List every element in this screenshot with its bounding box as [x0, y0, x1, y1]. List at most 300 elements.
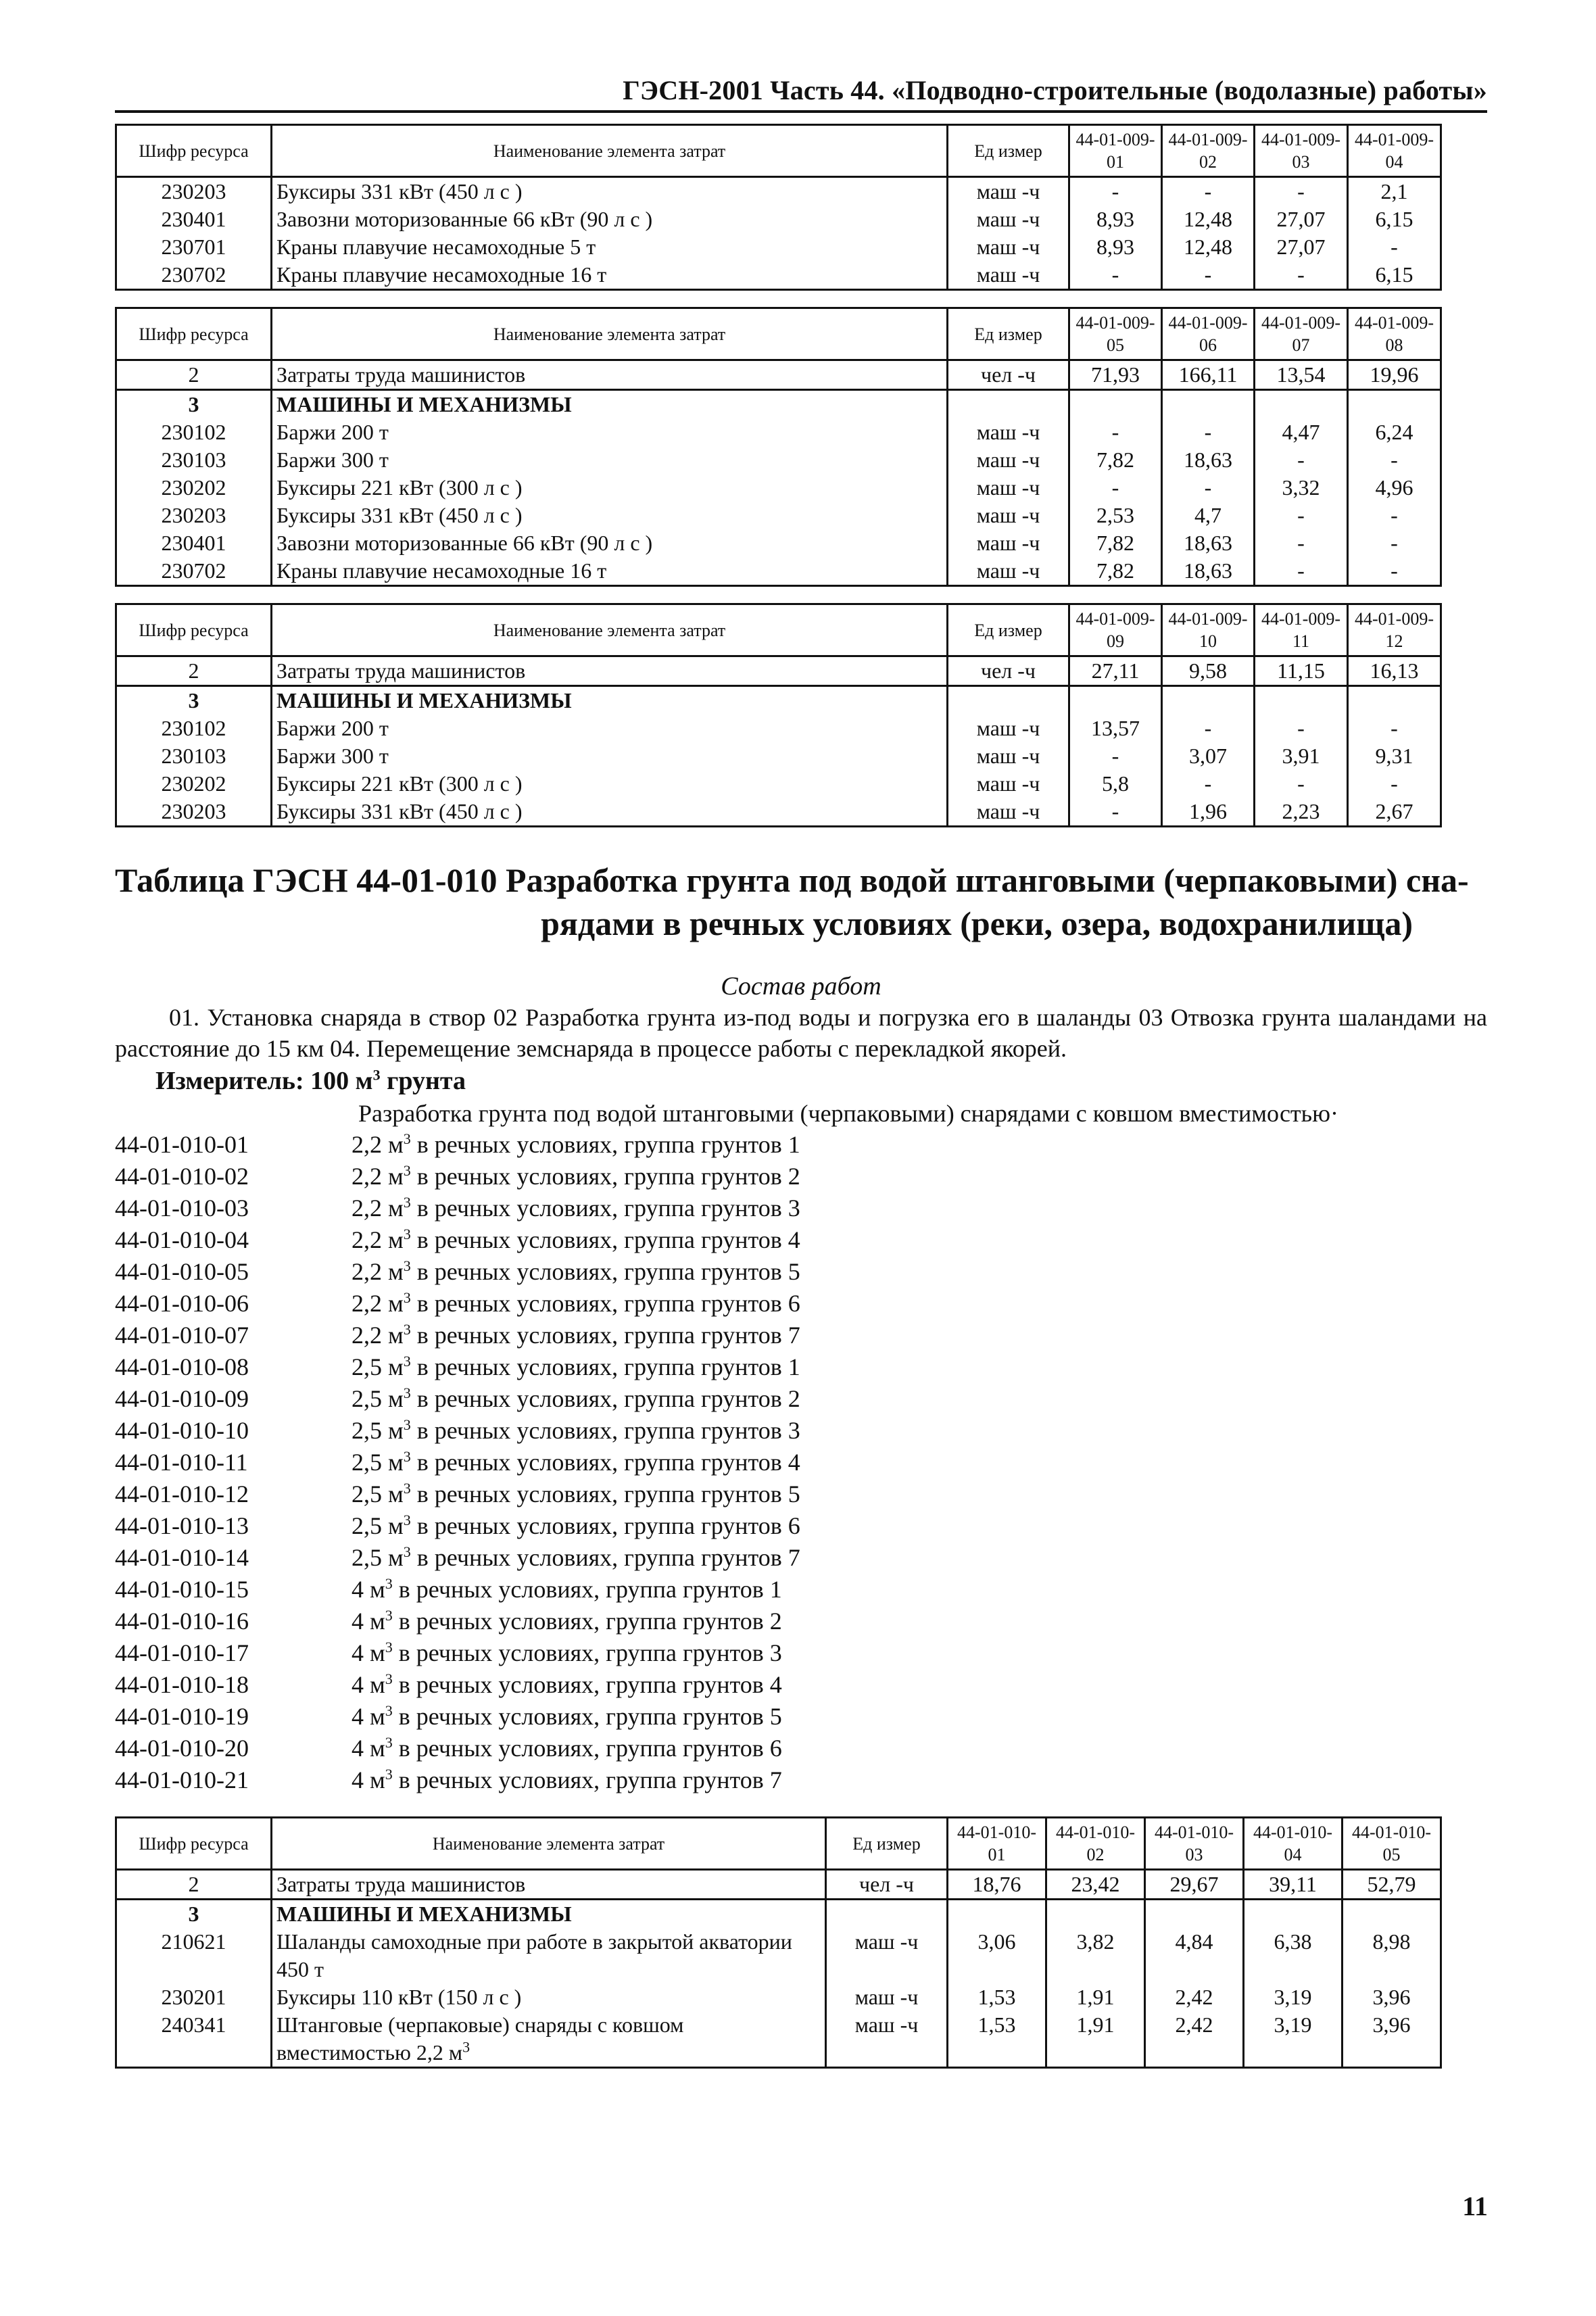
- norm-code: 44-01-010-21: [115, 1766, 249, 1793]
- resource-name: Штанговые (черпаковые) снаряды с ковшом вместимостью 2,2 $м^3$: [272, 2011, 826, 2068]
- resource-code: 3: [116, 1900, 272, 1929]
- table-row: [116, 446, 1441, 474]
- norm-value: 12,48: [1162, 206, 1255, 233]
- norm-value: -: [1162, 418, 1255, 446]
- norm-value: 13,54: [1255, 360, 1348, 390]
- norm-desc: в речных условиях, группа грунтов 6: [410, 1512, 800, 1539]
- resource-name: Буксиры 110 кВт (150 л с ): [272, 1983, 826, 2011]
- norm-value: 2,53: [1069, 502, 1162, 529]
- resource-name: Краны плавучие несамоходные 5 т: [272, 233, 948, 261]
- norm-size: 4 м: [352, 1671, 385, 1698]
- norm-value: -: [1162, 261, 1255, 290]
- table-row: [116, 798, 1441, 827]
- resource-unit: маш -ч: [948, 233, 1069, 261]
- norm-size-sup: 3: [403, 1512, 411, 1528]
- empty-cell: [948, 390, 1069, 419]
- norm-code: 44-01-010-20: [115, 1735, 249, 1762]
- norm-size: 2,2 м: [352, 1131, 404, 1158]
- norm-size-sup: 3: [385, 1670, 393, 1687]
- col-norm-header: 44-01-009-09: [1069, 604, 1162, 656]
- col-name-header: Наименование элемента затрат: [272, 308, 948, 360]
- norm-desc: в речных условиях, группа грунтов 4: [410, 1226, 800, 1253]
- resource-unit: маш -ч: [948, 715, 1069, 742]
- list-item: [115, 1129, 1487, 1161]
- resource-unit: чел -ч: [948, 360, 1069, 390]
- norm-code: 44-01-010-12: [115, 1480, 249, 1507]
- norm-size-sup: 3: [403, 1226, 411, 1243]
- resource-table-009-01-04: [115, 124, 1442, 291]
- norm-text: [352, 1510, 800, 1542]
- norm-value: 23,42: [1046, 1870, 1145, 1900]
- table-row: [116, 686, 1441, 715]
- list-item: [115, 1383, 1487, 1415]
- resource-table-009-09-12: [115, 603, 1442, 827]
- norm-value: 6,15: [1348, 261, 1441, 290]
- col-name-header: Наименование элемента затрат: [272, 604, 948, 656]
- table-row: [116, 742, 1441, 770]
- norm-code: 44-01-010-19: [115, 1703, 249, 1730]
- norm-value: -: [1255, 557, 1348, 586]
- norm-codes-list: [115, 1129, 1487, 1796]
- norm-value: 3,07: [1162, 742, 1255, 770]
- norm-text: [352, 1574, 782, 1606]
- norm-value: 2,23: [1255, 798, 1348, 827]
- norm-value: 1,91: [1046, 2011, 1145, 2068]
- norm-size: 2,5 м: [352, 1544, 404, 1571]
- col-norm-header: 44-01-009-04: [1348, 125, 1441, 177]
- norm-value: -: [1069, 261, 1162, 290]
- resource-name: Буксиры 331 кВт (450 л с ): [272, 502, 948, 529]
- table-row: [116, 418, 1441, 446]
- resource-table-010-01-05: [115, 1816, 1442, 2069]
- norm-value: 5,8: [1069, 770, 1162, 798]
- norm-value: 3,06: [948, 1928, 1046, 1983]
- resource-unit: маш -ч: [948, 770, 1069, 798]
- norm-code: 44-01-010-04: [115, 1226, 249, 1253]
- resource-table-009-05-08: [115, 307, 1442, 587]
- norm-size-sup: 3: [385, 1639, 393, 1656]
- norm-size-sup: 3: [403, 1162, 411, 1179]
- norm-value: -: [1162, 770, 1255, 798]
- norm-value: 8,93: [1069, 206, 1162, 233]
- norm-value: -: [1255, 502, 1348, 529]
- col-code-header: Шифр ресурса: [116, 1818, 272, 1870]
- list-item: [115, 1288, 1487, 1320]
- norm-desc: в речных условиях, группа грунтов 2: [392, 1608, 782, 1635]
- empty-cell: [1069, 390, 1162, 419]
- list-item: [115, 1701, 1487, 1733]
- list-item: [115, 1669, 1487, 1701]
- norm-size: 2,2 м: [352, 1322, 404, 1349]
- norm-value: 27,07: [1255, 206, 1348, 233]
- resource-name: Баржи 200 т: [272, 715, 948, 742]
- resource-code: 230203: [116, 177, 272, 206]
- resource-code: 210621: [116, 1928, 272, 1983]
- norm-value: 4,47: [1255, 418, 1348, 446]
- col-norm-header: 44-01-009-05: [1069, 308, 1162, 360]
- norm-size: 2,5 м: [352, 1353, 404, 1380]
- table-row: [116, 1928, 1441, 1983]
- resource-name: Баржи 200 т: [272, 418, 948, 446]
- measure-label: Измеритель:: [155, 1067, 304, 1095]
- norm-value: -: [1255, 770, 1348, 798]
- norm-code: 44-01-010-18: [115, 1671, 249, 1698]
- resource-unit: маш -ч: [948, 206, 1069, 233]
- norm-value: 3,19: [1244, 2011, 1343, 2068]
- resource-unit: чел -ч: [826, 1870, 948, 1900]
- table-row: [116, 502, 1441, 529]
- norm-value: -: [1255, 446, 1348, 474]
- norm-value: 27,11: [1069, 656, 1162, 686]
- list-item: [115, 1415, 1487, 1447]
- empty-cell: [948, 686, 1069, 715]
- resource-name: Затраты труда машинистов: [272, 1870, 826, 1900]
- norm-text: [352, 1447, 800, 1478]
- norm-code: 44-01-010-13: [115, 1512, 249, 1539]
- col-code-header: Шифр ресурса: [116, 604, 272, 656]
- section-title-line2: рядами в речных условиях (реки, озера, водохранилища): [541, 904, 1413, 942]
- norm-desc: в речных условиях, группа грунтов 5: [392, 1703, 782, 1730]
- resource-name: Завозни моторизованные 66 кВт (90 л с ): [272, 529, 948, 557]
- norm-size: 4 м: [352, 1639, 385, 1666]
- norm-text: [352, 1542, 800, 1574]
- list-item: [115, 1637, 1487, 1669]
- col-norm-header: 44-01-009-02: [1162, 125, 1255, 177]
- col-norm-header: 44-01-010-05: [1343, 1818, 1441, 1870]
- norm-value: 2,1: [1348, 177, 1441, 206]
- norm-size: 4 м: [352, 1735, 385, 1762]
- resource-unit: маш -ч: [948, 502, 1069, 529]
- resource-name: Буксиры 331 кВт (450 л с ): [272, 798, 948, 827]
- col-norm-header: 44-01-009-11: [1255, 604, 1348, 656]
- table-row: [116, 261, 1441, 290]
- norm-desc: в речных условиях, группа грунтов 2: [410, 1385, 800, 1412]
- norm-desc: в речных условиях, группа грунтов 4: [392, 1671, 782, 1698]
- norm-size-sup: 3: [385, 1575, 393, 1592]
- variants-heading: Разработка грунта под водой штанговыми (черпаковыми) снарядами с ковшом вместимостью·: [358, 1100, 1338, 1127]
- norm-desc: в речных условиях, группа грунтов 7: [410, 1544, 800, 1571]
- norm-value: 39,11: [1244, 1870, 1343, 1900]
- col-norm-header: 44-01-009-08: [1348, 308, 1441, 360]
- norm-size-sup: 3: [403, 1448, 411, 1465]
- norm-desc: в речных условиях, группа грунтов 6: [410, 1290, 800, 1317]
- norm-code: 44-01-010-05: [115, 1258, 249, 1285]
- resource-code: 230701: [116, 233, 272, 261]
- norm-value: -: [1348, 233, 1441, 261]
- list-item: [115, 1510, 1487, 1542]
- empty-cell: [1255, 390, 1348, 419]
- resource-name: Баржи 300 т: [272, 446, 948, 474]
- norm-value: 7,82: [1069, 446, 1162, 474]
- table-row: [116, 1983, 1441, 2011]
- norm-value: 18,63: [1162, 446, 1255, 474]
- resource-unit: маш -ч: [948, 798, 1069, 827]
- norm-size-sup: 3: [403, 1257, 411, 1274]
- resource-code: 2: [116, 1870, 272, 1900]
- norm-text: [352, 1701, 782, 1733]
- resource-name: Баржи 300 т: [272, 742, 948, 770]
- table-row: [116, 715, 1441, 742]
- resource-name: Краны плавучие несамоходные 16 т: [272, 557, 948, 586]
- resource-unit: маш -ч: [826, 2011, 948, 2068]
- norm-size-sup: 3: [385, 1734, 393, 1751]
- norm-value: 1,91: [1046, 1983, 1145, 2011]
- section-title: [115, 859, 1487, 945]
- norm-value: -: [1348, 446, 1441, 474]
- list-item: [115, 1733, 1487, 1764]
- norm-value: 16,13: [1348, 656, 1441, 686]
- norm-value: 6,15: [1348, 206, 1441, 233]
- table-row: [116, 474, 1441, 502]
- resource-unit: маш -ч: [826, 1983, 948, 2011]
- col-norm-header: 44-01-010-03: [1145, 1818, 1244, 1870]
- resource-code: 230401: [116, 206, 272, 233]
- table-row: [116, 1900, 1441, 1929]
- table-header-row: [116, 1818, 1441, 1870]
- norm-value: 13,57: [1069, 715, 1162, 742]
- empty-cell: [1069, 686, 1162, 715]
- table-row: [116, 770, 1441, 798]
- norm-code: 44-01-010-14: [115, 1544, 249, 1571]
- norm-code: 44-01-010-06: [115, 1290, 249, 1317]
- norm-text: [352, 1192, 800, 1224]
- norm-text: [352, 1351, 800, 1383]
- resource-code: 230102: [116, 418, 272, 446]
- resource-code: 230702: [116, 261, 272, 290]
- list-item: [115, 1574, 1487, 1606]
- norm-size: 2,5 м: [352, 1512, 404, 1539]
- norm-value: 1,96: [1162, 798, 1255, 827]
- col-norm-header: 44-01-009-10: [1162, 604, 1255, 656]
- norm-size-sup: 3: [403, 1384, 411, 1401]
- empty-cell: [1244, 1900, 1343, 1929]
- col-name-header: Наименование элемента затрат: [272, 1818, 826, 1870]
- list-item: [115, 1161, 1487, 1192]
- norm-size-sup: 3: [403, 1289, 411, 1306]
- norm-value: 166,11: [1162, 360, 1255, 390]
- norm-value: 8,93: [1069, 233, 1162, 261]
- resource-unit: маш -ч: [948, 418, 1069, 446]
- col-name-header: Наименование элемента затрат: [272, 125, 948, 177]
- empty-cell: [948, 1900, 1046, 1929]
- norm-size-sup: 3: [403, 1194, 411, 1211]
- norm-value: 4,7: [1162, 502, 1255, 529]
- norm-value: 9,31: [1348, 742, 1441, 770]
- col-unit-header: Ед измер: [826, 1818, 948, 1870]
- list-item: [115, 1764, 1487, 1796]
- resource-code: 240341: [116, 2011, 272, 2068]
- norm-size-sup: 3: [403, 1353, 411, 1370]
- norm-desc: в речных условиях, группа грунтов 3: [392, 1639, 782, 1666]
- empty-cell: [1343, 1900, 1441, 1929]
- norm-text: [352, 1383, 800, 1415]
- norm-value: 3,96: [1343, 1983, 1441, 2011]
- t1-body: [116, 177, 1441, 290]
- norm-value: -: [1069, 177, 1162, 206]
- norm-desc: в речных условиях, группа грунтов 5: [410, 1258, 800, 1285]
- norm-value: -: [1069, 798, 1162, 827]
- norm-value: 2,42: [1145, 2011, 1244, 2068]
- col-unit-header: Ед измер: [948, 125, 1069, 177]
- norm-text: [352, 1129, 800, 1161]
- norm-value: 3,32: [1255, 474, 1348, 502]
- norm-text: [352, 1288, 800, 1320]
- resource-code: 230103: [116, 742, 272, 770]
- norm-value: 18,76: [948, 1870, 1046, 1900]
- table-row: [116, 177, 1441, 206]
- norm-desc: в речных условиях, группа грунтов 7: [410, 1322, 800, 1349]
- list-item: [115, 1542, 1487, 1574]
- empty-cell: [1162, 390, 1255, 419]
- norm-value: -: [1255, 715, 1348, 742]
- norm-value: -: [1348, 770, 1441, 798]
- col-norm-header: 44-01-010-02: [1046, 1818, 1145, 1870]
- resource-name: Буксиры 221 кВт (300 л с ): [272, 474, 948, 502]
- norm-size-sup: 3: [403, 1416, 411, 1433]
- col-norm-header: 44-01-009-06: [1162, 308, 1255, 360]
- norm-size-sup: 3: [385, 1702, 393, 1719]
- col-code-header: Шифр ресурса: [116, 125, 272, 177]
- norm-text: [352, 1161, 800, 1192]
- norm-size: 2,2 м: [352, 1163, 404, 1190]
- norm-value: 19,96: [1348, 360, 1441, 390]
- norm-value: 52,79: [1343, 1870, 1441, 1900]
- t3-body: [116, 656, 1441, 827]
- norm-value: -: [1162, 474, 1255, 502]
- empty-cell: [1162, 686, 1255, 715]
- norm-code: 44-01-010-03: [115, 1195, 249, 1222]
- table-row: [116, 656, 1441, 686]
- norm-value: 2,67: [1348, 798, 1441, 827]
- norm-value: 1,53: [948, 1983, 1046, 2011]
- measure-unit: [155, 1064, 1487, 1098]
- resource-unit: маш -ч: [948, 177, 1069, 206]
- norm-code: 44-01-010-01: [115, 1131, 249, 1158]
- norm-size: 2,5 м: [352, 1385, 404, 1412]
- norm-code: 44-01-010-16: [115, 1608, 249, 1635]
- norm-desc: в речных условиях, группа грунтов 1: [392, 1576, 782, 1603]
- norm-value: 4,84: [1145, 1928, 1244, 1983]
- norm-code: 44-01-010-10: [115, 1417, 249, 1444]
- norm-size: 4 м: [352, 1576, 385, 1603]
- norm-text: [352, 1764, 782, 1796]
- norm-size: 2,5 м: [352, 1449, 404, 1476]
- t2-body: [116, 360, 1441, 586]
- norm-desc: в речных условиях, группа грунтов 6: [392, 1735, 782, 1762]
- resource-code: 230203: [116, 798, 272, 827]
- col-norm-header: 44-01-010-04: [1244, 1818, 1343, 1870]
- list-item: [115, 1478, 1487, 1510]
- resource-code: 230202: [116, 770, 272, 798]
- section-heading: МАШИНЫ И МЕХАНИЗМЫ: [272, 1900, 826, 1929]
- table-row: [116, 390, 1441, 419]
- norm-text: [352, 1224, 800, 1256]
- norm-text: [352, 1733, 782, 1764]
- list-item: [115, 1606, 1487, 1637]
- resource-name: Завозни моторизованные 66 кВт (90 л с ): [272, 206, 948, 233]
- norm-value: 9,58: [1162, 656, 1255, 686]
- resource-code: 230202: [116, 474, 272, 502]
- norm-value: 11,15: [1255, 656, 1348, 686]
- resource-name: Затраты труда машинистов: [272, 656, 948, 686]
- resource-unit: чел -ч: [948, 656, 1069, 686]
- norm-text: [352, 1637, 782, 1669]
- norm-value: 6,38: [1244, 1928, 1343, 1983]
- norm-code: 44-01-010-02: [115, 1163, 249, 1190]
- norm-size: 4 м: [352, 1608, 385, 1635]
- norm-desc: в речных условиях, группа грунтов 7: [392, 1766, 782, 1793]
- col-norm-header: 44-01-009-07: [1255, 308, 1348, 360]
- norm-text: [352, 1256, 800, 1288]
- norm-size-sup: 3: [403, 1321, 411, 1338]
- norm-value: 7,82: [1069, 557, 1162, 586]
- col-unit-header: Ед измер: [948, 308, 1069, 360]
- resource-unit: маш -ч: [948, 742, 1069, 770]
- norm-value: 3,91: [1255, 742, 1348, 770]
- table-header-row: [116, 308, 1441, 360]
- norm-text: [352, 1320, 800, 1351]
- norm-code: 44-01-010-15: [115, 1576, 249, 1603]
- list-item: [115, 1256, 1487, 1288]
- resource-name: Затраты труда машинистов: [272, 360, 948, 390]
- table-header-row: [116, 125, 1441, 177]
- resource-code: 3: [116, 390, 272, 419]
- norm-code: 44-01-010-07: [115, 1322, 249, 1349]
- resource-code: 2: [116, 656, 272, 686]
- norm-text: [352, 1415, 800, 1447]
- norm-size: 2,2 м: [352, 1226, 404, 1253]
- measure-tail: грунта: [380, 1067, 466, 1095]
- norm-size: 2,2 м: [352, 1258, 404, 1285]
- section-title-line1: Таблица ГЭСН 44-01-010 Разработка грунта под водой штанговыми (черпаковыми) сна-: [115, 861, 1469, 899]
- norm-value: 1,53: [948, 2011, 1046, 2068]
- norm-code: 44-01-010-08: [115, 1353, 249, 1380]
- norm-desc: в речных условиях, группа грунтов 1: [410, 1353, 800, 1380]
- norm-value: 8,98: [1343, 1928, 1441, 1983]
- measure-sup: 3: [372, 1066, 381, 1084]
- norm-value: -: [1069, 474, 1162, 502]
- col-code-header: Шифр ресурса: [116, 308, 272, 360]
- empty-cell: [1046, 1900, 1145, 1929]
- resource-unit: маш -ч: [948, 446, 1069, 474]
- section-heading: МАШИНЫ И МЕХАНИЗМЫ: [272, 390, 948, 419]
- norm-code: 44-01-010-09: [115, 1385, 249, 1412]
- norm-value: -: [1348, 557, 1441, 586]
- norm-size: 2,5 м: [352, 1417, 404, 1444]
- norm-size: 4 м: [352, 1703, 385, 1730]
- table-row: [116, 557, 1441, 586]
- resource-code: 2: [116, 360, 272, 390]
- norm-size-sup: 3: [403, 1543, 411, 1560]
- resource-code: 230103: [116, 446, 272, 474]
- table-row: [116, 233, 1441, 261]
- col-norm-header: 44-01-009-12: [1348, 604, 1441, 656]
- norm-value: -: [1162, 177, 1255, 206]
- resource-code: 230203: [116, 502, 272, 529]
- norm-value: -: [1162, 715, 1255, 742]
- norm-size: 2,2 м: [352, 1290, 404, 1317]
- norm-desc: в речных условиях, группа грунтов 3: [410, 1195, 800, 1222]
- list-item: [115, 1320, 1487, 1351]
- empty-cell: [1348, 686, 1441, 715]
- norm-size-sup: 3: [385, 1766, 393, 1783]
- norm-desc: в речных условиях, группа грунтов 5: [410, 1480, 800, 1507]
- unit-sup: 3: [462, 2038, 470, 2056]
- work-composition-heading: Состав работ: [721, 972, 881, 1000]
- running-header: ГЭСН-2001 Часть 44. «Подводно-строительные (водолазные) работы»: [115, 74, 1487, 113]
- norm-value: -: [1255, 529, 1348, 557]
- norm-value: -: [1348, 529, 1441, 557]
